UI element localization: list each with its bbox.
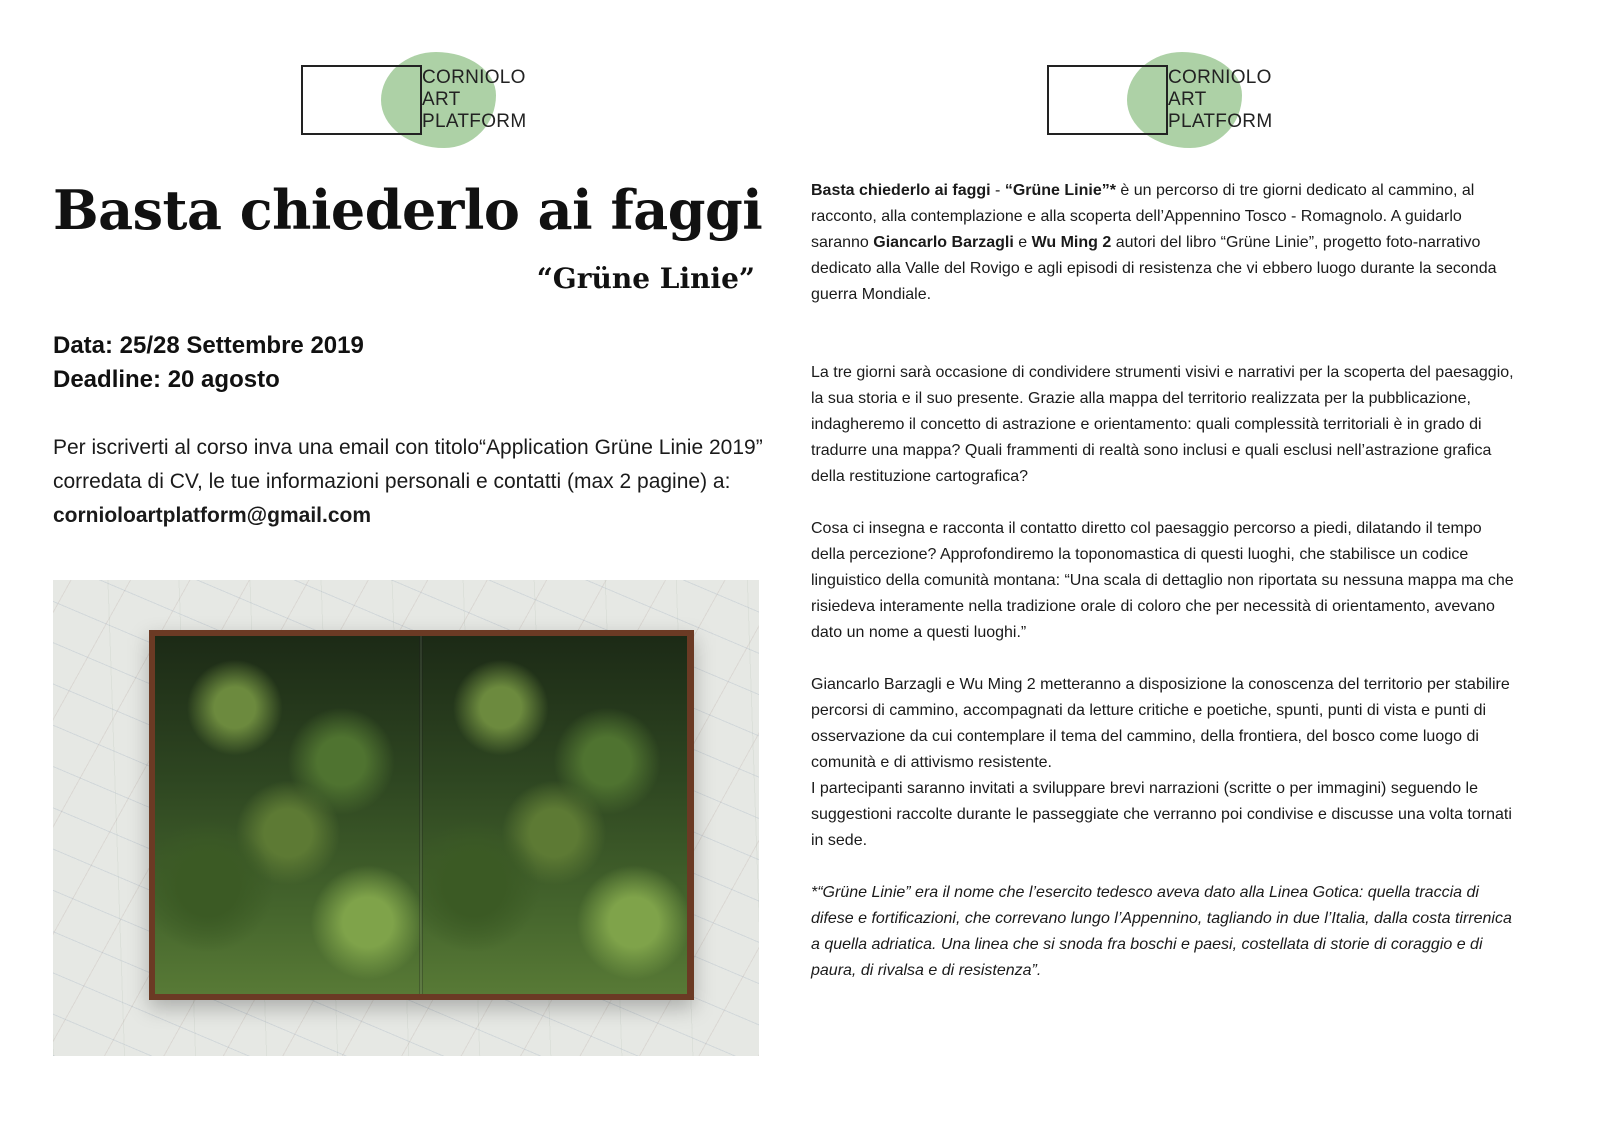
footnote: *“Grüne Linie” era il nome che l’esercito tedesco aveva dato alla Linea Gotica: quella traccia di difese e fortificazioni, che correvano lungo l’Appennino, tagliando in due l’Italia, dalla costa tirrenica a quella adriatica. Una linea che si snoda fra boschi e paesi, costellata di storie di coraggio e di paura, di rivalsa e di resistenza”. [811, 884, 1512, 979]
paragraph-guides: Giancarlo Barzagli e Wu Ming 2 metteranno a disposizione la conoscenza del territorio per stabilire percorsi di cammino, accompagnati da letture critiche e poetiche, spunti, punti di vista e punti di osservazione da cui contemplare il tema del cammino, della frontiera, del bosco come luogo di comunità e di attivismo resistente. [811, 676, 1510, 771]
logo-left [301, 52, 541, 152]
intro-paragraph: Basta chiederlo ai faggi - “Grüne Linie”* è un percorso di tre giorni dedicato al cammino, al racconto, alla contemplazione e alla scoperta dell’Appennino Tosco - Romagnolo. A guidarlo saranno Giancarlo Barzagli e Wu Ming 2 autori del libro “Grüne Linie”, progetto foto-narrativo dedicato alla Valle del Rovigo e agli episodi di resistenza che vi ebbero luogo durante la seconda guerra Mondiale. [811, 182, 1497, 303]
deadline: Deadline: 20 agosto [53, 366, 280, 393]
photo-open-book [53, 580, 759, 1056]
logo-frame [1047, 65, 1166, 135]
page-subtitle: “Grüne Linie” [536, 262, 755, 295]
logo-right [1047, 52, 1287, 152]
book-gutter [419, 636, 423, 994]
signup-instructions [53, 431, 773, 533]
page-title: Basta chiederlo ai faggi [53, 178, 763, 242]
paragraph-landscape: Cosa ci insegna e racconta il contatto diretto col paesaggio percorso a piedi, dilatando il tempo della percezione? Approfondiremo la toponomastica di questi luoghi, che stabilisce un codice linguistico della comunità montana: “Una scala di dettaglio non riportata su nessuna mappa ma che risiedeva interamente nella tradizione orale di coloro che per necessità di orientamento, avevano dato un nome a questi luoghi.” [811, 520, 1514, 641]
book-page-right [421, 636, 687, 994]
signup-text: Per iscriverti al corso inva una email con titolo“Application Grüne Linie 2019” corredata di CV, le tue informazioni personali e contatti (max 2 pagine) a: [53, 436, 763, 493]
event-date: Data: 25/28 Settembre 2019 [53, 332, 364, 359]
book-page-left [155, 636, 421, 994]
contact-email: cornioloartplatform@gmail.com [53, 504, 372, 527]
logo-frame [301, 65, 420, 135]
logo-wordmark: CORNIOLO ART PLATFORM [1168, 67, 1273, 132]
logo-wordmark: CORNIOLO ART PLATFORM [422, 67, 527, 132]
paragraph-map: La tre giorni sarà occasione di condividere strumenti visivi e narrativi per la scoperta del paesaggio, la sua storia e il suo presente. Grazie alla mappa del territorio realizzata per la pubblicazione, indagheremo il concetto di astrazione e orientamento: quali complessità territoriali è in grado di tradurre una mappa? Quali frammenti di realtà sono inclusi e quali esclusi nell’astrazione grafica della restituzione cartografica? [811, 364, 1514, 485]
paragraph-participants: I partecipanti saranno invitati a sviluppare brevi narrazioni (scritte o per immagini) seguendo le suggestioni raccolte durante le passeggiate che verranno poi condivise e discusse una volta tornati in sede. [811, 780, 1512, 849]
description-column [811, 178, 1517, 1010]
